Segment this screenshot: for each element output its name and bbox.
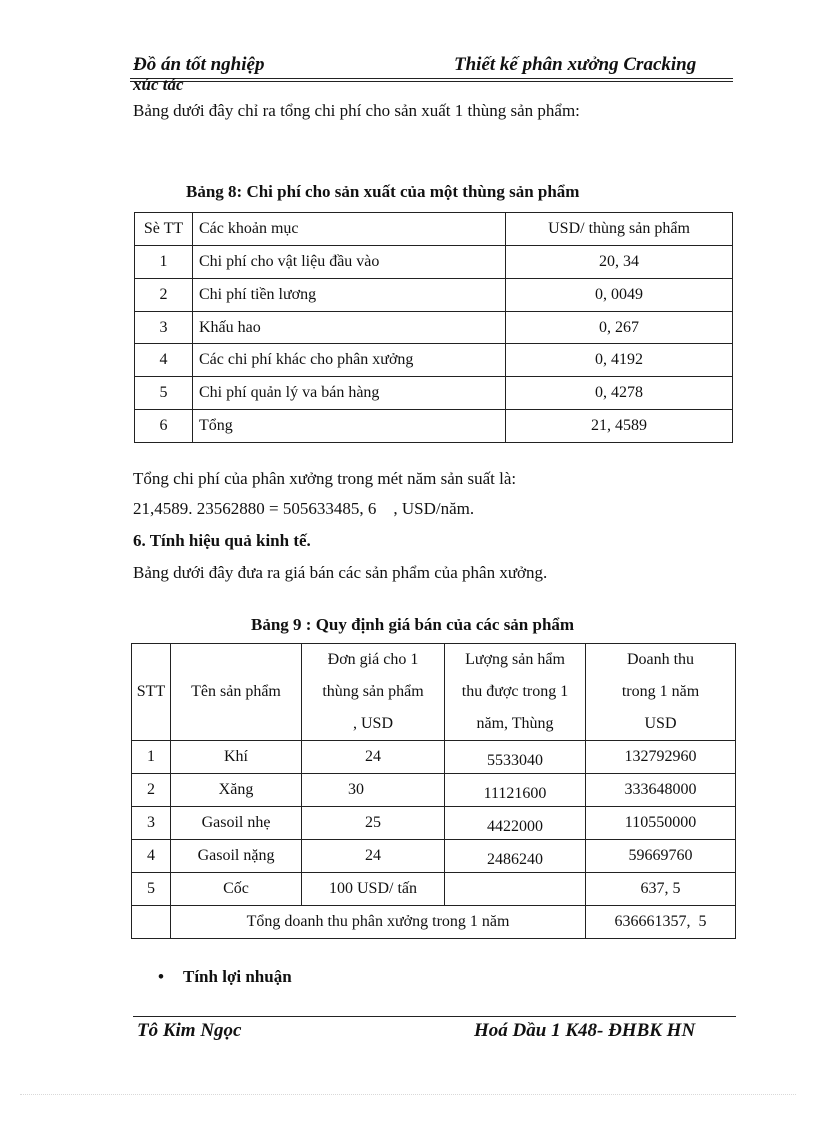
table8-cell-value: 0, 4192 (506, 344, 733, 377)
table-row (135, 410, 733, 443)
table9-header-price-line: thùng sản phẩm (322, 683, 424, 700)
table9-title: Bảng 9 : Quy định giá bán của các sản phẩm (251, 615, 575, 634)
table-row (132, 873, 736, 906)
table8-header-row (135, 213, 733, 246)
table8-header-stt: Sè TT (135, 213, 193, 246)
table-row (135, 377, 733, 410)
header-right: Thiết kế phân xưởng Cracking (454, 54, 697, 75)
table9-header-qty (445, 644, 586, 741)
table8-cell-stt: 2 (135, 279, 193, 312)
header-rule-bottom (130, 81, 733, 82)
table9-cell-revenue: 132792960 (586, 741, 736, 774)
table9-cell-revenue: 333648000 (586, 774, 736, 807)
table8-cell-stt: 1 (135, 246, 193, 279)
page-bottom-divider (20, 1094, 796, 1095)
table9-cell-name: Khí (171, 741, 302, 774)
table9-total-value: 636661357, 5 (586, 906, 736, 939)
table9-cell-qty (445, 873, 586, 906)
table9-total-label: Tổng doanh thu phân xưởng trong 1 năm (171, 906, 586, 939)
table8-cell-stt: 4 (135, 344, 193, 377)
table9-cell-price: 100 USD/ tấn (302, 873, 445, 906)
table9-cell-qty: 2486240 (445, 840, 586, 873)
table8-title: Bảng 8: Chi phí cho sản xuất của một thùng sản phẩm (186, 182, 580, 201)
table9-cell-price: 24 (302, 840, 445, 873)
table9-cell-price: 25 (302, 807, 445, 840)
table9-header-qty-line: năm, Thùng (476, 715, 554, 732)
table8-cell-stt: 3 (135, 312, 193, 344)
table9-cell-price: 30 (302, 774, 445, 807)
table8-cell-item: Chi phí quản lý va bán hàng (193, 377, 506, 410)
table9-cell-qty: 11121600 (445, 774, 586, 807)
table9-header-price (302, 644, 445, 741)
table8-cell-value: 0, 267 (506, 312, 733, 344)
table8-cell-item: Các chi phí khác cho phân xưởng (193, 344, 506, 377)
table8-cell-value: 21, 4589 (506, 410, 733, 443)
table-row (132, 840, 736, 873)
table9-header-row (132, 644, 736, 741)
table8-cell-stt: 5 (135, 377, 193, 410)
table-row (135, 279, 733, 312)
table9-cell-name: Cốc (171, 873, 302, 906)
table9-total-row (132, 906, 736, 939)
table-row (132, 741, 736, 774)
table8-header-item: Các khoản mục (193, 213, 506, 246)
table8 (134, 212, 733, 443)
table8-cell-item: Tổng (193, 410, 506, 443)
table8-cell-item: Khấu hao (193, 312, 506, 344)
table9-cell-stt: 5 (132, 873, 171, 906)
table8-header-usd: USD/ thùng sản phẩm (506, 213, 733, 246)
total-cost-formula: 21,4589. 23562880 = 505633485, 6 , USD/năm. (133, 499, 475, 518)
table9-cell-revenue: 110550000 (586, 807, 736, 840)
footer-rule (133, 1016, 736, 1017)
table9-cell-stt: 4 (132, 840, 171, 873)
table9-cell-stt: 2 (132, 774, 171, 807)
bullet-marker: • (158, 967, 164, 986)
header-rule-top (130, 78, 733, 79)
table9-cell-name: Gasoil nhẹ (171, 807, 302, 840)
table9-cell-qty: 4422000 (445, 807, 586, 840)
table-row (135, 246, 733, 279)
intro-text: Bảng dưới đây chỉ ra tổng chi phí cho sản xuất 1 thùng sản phẩm: (133, 101, 580, 120)
table9-header-qty-line: Lượng sản hẩm (465, 651, 565, 668)
table9-cell-revenue: 637, 5 (586, 873, 736, 906)
table9-header-revenue (586, 644, 736, 741)
table-row (132, 774, 736, 807)
table9-header-revenue-line: USD (644, 715, 677, 732)
table8-cell-value: 0, 0049 (506, 279, 733, 312)
table8-cell-value: 0, 4278 (506, 377, 733, 410)
table9-cell-stt: 1 (132, 741, 171, 774)
table9-cell-stt: 3 (132, 807, 171, 840)
table9-header-price-line: Đơn giá cho 1 (327, 651, 419, 668)
table9-cell-price: 24 (302, 741, 445, 774)
total-cost-text: Tổng chi phí của phân xưởng trong mét năm sản suất là: (133, 469, 517, 488)
table9-header-revenue-line: Doanh thu (626, 651, 695, 668)
table9-cell-name: Gasoil nặng (171, 840, 302, 873)
table9-header-qty-line: thu được trong 1 (461, 683, 569, 700)
section6-heading: 6. Tính hiệu quả kinh tế. (133, 531, 311, 550)
table9-header-revenue-line: trong 1 năm (621, 683, 700, 700)
table9-cell-revenue: 59669760 (586, 840, 736, 873)
table9-cell-name: Xăng (171, 774, 302, 807)
table8-cell-value: 20, 34 (506, 246, 733, 279)
table-row (135, 344, 733, 377)
section6-text: Bảng dưới đây đưa ra giá bán các sản phẩm của phân xưởng. (133, 563, 548, 582)
table9-cell-qty: 5533040 (445, 741, 586, 774)
table9-header-name: Tên sản phẩm (171, 644, 302, 741)
table8-cell-stt: 6 (135, 410, 193, 443)
footer-left: Tô Kim Ngọc (137, 1020, 242, 1041)
table-row (132, 807, 736, 840)
table8-cell-item: Chi phí cho vật liệu đầu vào (193, 246, 506, 279)
header-continuation: xúc tác (133, 75, 184, 94)
table8-cell-item: Chi phí tiền lương (193, 279, 506, 312)
table9-total-empty (132, 906, 171, 939)
table9-header-price-line: , USD (352, 715, 393, 732)
table-row (135, 312, 733, 344)
bullet-item-text: Tính lợi nhuận (183, 967, 292, 986)
header-left: Đồ án tốt nghiệp (133, 54, 265, 75)
footer-right: Hoá Dầu 1 K48- ĐHBK HN (474, 1020, 696, 1041)
table9-header-stt: STT (132, 644, 171, 741)
table9 (131, 643, 736, 939)
